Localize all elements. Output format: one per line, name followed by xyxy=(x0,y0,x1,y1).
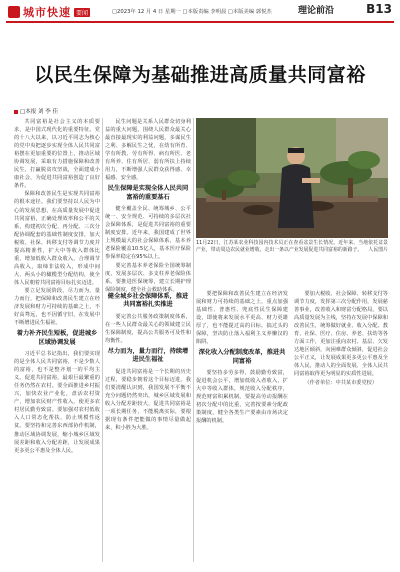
paragraph: 习近平总书记指出，我们要实现的是全体人民共同富裕，不是少数人的富裕，也不是整齐划一的平均主义。促进共同富裕，最艰巨最繁重的任务仍然在农村。要全面推进乡村振兴，加快农业产业化，盘活农村资产，增加农民财产性收入，使更多农村居民勤劳致富。要加强对农村低收入人口常态化帮扶，防止规模性返贫。要坚持和完善东西部协作机制，推动区域协调发展，缩小城乡区域发展差距和收入分配差距，让发展成果更多更公平惠及全体人民。 xyxy=(14,351,100,454)
logo-text: 城市快速 xyxy=(23,6,71,19)
logo-icon xyxy=(8,6,20,18)
paragraph: 要加大税收、社会保障、转移支付等调节力度，发挥第三次分配作用，发展慈善事业，改善收入和财富分配格局。要以高质量发展为主线，坚持在发展中保障和改善民生，统筹做好就业、收入分配、教育、社保、医疗、住房、养老、扶幼等各方面工作，更加注重向农村、基层、欠发达地区倾斜，向困难群众倾斜，促进社会公平正义，让发展成果更多更公平惠及全体人民，推动人的全面发展、全体人民共同富裕取得更为明显的实质性进展。 xyxy=(294,291,388,378)
paragraph: 促进共同富裕是一个长期的历史过程，要稳步朝着这个目标迈进。我们要清醒认识到，我国发展不平衡不充分问题仍然突出，城乡区域发展和收入分配差距较大，促进共同富裕是一项长期任务，不能脱离实际，要根据现有条件把能做的事情尽量做起来，积小胜为大胜。 xyxy=(105,368,191,432)
article-column-2-lower xyxy=(105,290,191,562)
article-column-3 xyxy=(196,290,288,562)
photo-caption xyxy=(196,240,388,254)
newspaper-logo xyxy=(8,4,90,20)
photo-credit: 人民图片 xyxy=(368,247,388,254)
section-heading: 尽力而为，量力而行，持续增进民生福祉 xyxy=(107,348,189,364)
byline xyxy=(14,107,58,115)
section-heading: 民生保障是实现全体人民共同富裕的重要基石 xyxy=(107,185,189,201)
article-column-4 xyxy=(294,290,388,562)
column-divider xyxy=(193,118,194,562)
paragraph: 要完善基本养老保险全国统筹制度，发展多层次、多支柱养老保险体系。要推进医保统筹，建立长期护理保险制度，健全社会救助体系。 xyxy=(105,262,191,293)
byline-marker-icon xyxy=(14,110,18,114)
logo-badge: 要闻 xyxy=(76,9,89,17)
paragraph: 要立足发展阶段，尽力而为、量力而行，把保障和改善民生建立在经济发展和财力可持续的基础之上，不好高骛远，也不因循守旧，在发展中不断增进民生福祉。 xyxy=(14,287,100,327)
section-heading: 着力补齐民生短板，促进城乡区域协调发展 xyxy=(16,330,98,346)
section-heading: 健全城乡社会保障体系，推进共同富裕扎实推进 xyxy=(107,293,189,309)
paragraph: 健全覆盖全民、统筹城乡、公平统一、安全规范、可持续的多层次社会保障体系，是促进共同富裕的重要制度安排。近年来，我国建成了世界上规模最大的社会保障体系，基本养老保险覆盖10.5亿人，基本医疗保险参保率稳定在95%以上。 xyxy=(105,206,191,261)
article-photo xyxy=(196,118,388,238)
article-column-1 xyxy=(14,118,100,562)
section-heading: 深化收入分配制度改革，推进共同富裕 xyxy=(198,349,286,365)
article-title: 以民生保障为基础推进高质量共同富裕 xyxy=(34,64,366,86)
publication-info: □2023年 12 月 4 日 星期一 □本版责编 李明晨 □本版美编 郭悦杰 xyxy=(112,9,272,15)
page-number: B13 xyxy=(366,2,392,16)
paragraph: 要坚持多劳多得，鼓励勤劳致富，促进机会公平，增加低收入者收入，扩大中等收入群体，规范收入分配秩序，规范财富积累机制。要提高劳动报酬在初次分配中的比重，完善按要素分配政策制度，健全各类生产要素由市场决定报酬的机制。 xyxy=(196,370,288,425)
header-divider xyxy=(6,21,394,23)
section-name: 理论前沿 xyxy=(297,6,334,16)
paragraph: 要把保障和改善民生建立在经济发展和财力可持续的基础之上，重点加强基础性、普惠性、兜底性民生保障建设，即使将来发展水平更高、财力更雄厚了，也不能提过高的目标，搞过头的保障，坚决防止落入福利主义养懒汉的陷阱。 xyxy=(196,291,288,346)
column-divider xyxy=(102,118,103,562)
paragraph: 共同富裕是社会主义的本质要求，是中国式现代化的重要特征。党的十八大以来，以习近平同志为核心的党中央把逐步实现全体人民共同富裕摆在更加重要的位置上，推动区域协调发展，采取有力措施保障和改善民生，打赢脱贫攻坚战，全面建成小康社会，为促进共同富裕创造了良好条件。 xyxy=(14,119,100,190)
bonsai-photo-illustration xyxy=(196,118,388,238)
paragraph: （作者单位：中共某市委党校） xyxy=(304,379,378,386)
page-header xyxy=(0,0,400,44)
paragraph: 民生问题是关系人民群众切身利益的重大问题。围绕人民群众最关心最直接最现实的利益问题，多谋民生之利、多解民生之忧，在幼有所育、学有所教、劳有所得、病有所医、老有所养、住有所居、弱有所扶上持续用力，不断增强人民群众获得感、幸福感、安全感。 xyxy=(105,119,191,182)
article-column-2 xyxy=(105,118,191,293)
paragraph: 要完善公共服务政策制度体系，在一些人民群众最关心的领域建立民生保障制度，提高公共服务可及性和均衡性。 xyxy=(105,313,191,344)
paragraph: 保障和改善民生是实现共同富裕的根本途径。我们要坚持以人民为中心的发展思想，在高质量发展中促进共同富裕，正确处理效率和公平的关系，构建初次分配、再分配、三次分配协调配套的基础性制度安排，加大税收、社保、转移支付等调节力度并提高精准性，扩大中等收入群体比重，增加低收入群众收入，合理调节高收入，取缔非法收入，形成中间大、两头小的橄榄型分配结构，使全体人民朝着共同富裕目标扎实迈进。 xyxy=(14,191,100,286)
byline-text: □本报 刘 李 佳 xyxy=(20,109,58,115)
caption-text: 11月22日，江苏某农业科技园内技术员正在查看盆景生长情况。近年来，当地依托盆景产业，带动周边农民就业增收，走出一条以产业发展促进共同富裕的新路子。 xyxy=(196,240,388,254)
